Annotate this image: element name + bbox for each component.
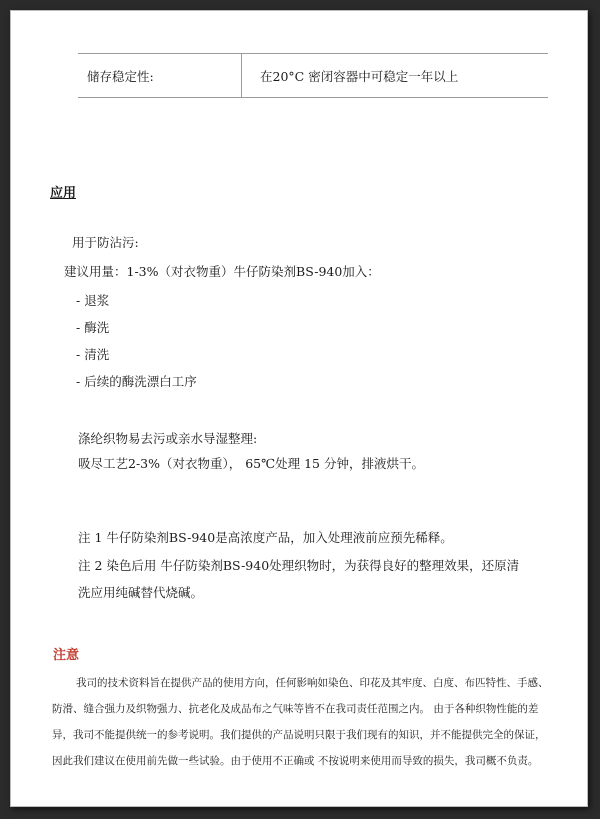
storage-stability-table [78, 53, 548, 98]
note-2-line-2: 洗应用纯碱替代烧碱。 [78, 585, 204, 600]
polyester-method: 吸尽工艺2-3%（对衣物重）， 65℃处理 15 分钟，排液烘干。 [78, 456, 424, 471]
disclaimer-line: 防滑、缝合强力及织物强力、抗老化及成品布之气味等皆不在我司责任范围之内。 由于各种织物性能的差 [52, 703, 539, 715]
dosage-text: 建议用量：1-3%（对衣物重）牛仔防染剂BS-940加入： [64, 264, 380, 279]
step-item: - 酶洗 [76, 320, 110, 335]
step-item: - 退浆 [76, 293, 110, 308]
step-item: - 后续的酶洗漂白工序 [76, 374, 197, 389]
table-divider [241, 54, 242, 97]
note-1: 注 1 牛仔防染剂BS-940是高浓度产品，加入处理液前应预先稀释。 [78, 530, 453, 545]
storage-label: 储存稳定性: [87, 69, 154, 84]
use-for-text: 用于防沾污: [72, 235, 139, 250]
notice-title: 注意 [53, 648, 80, 663]
polyester-title: 涤纶织物易去污或亲水导湿整理: [78, 431, 258, 446]
disclaimer-line: 异，我司不能提供统一的参考说明。我们提供的产品说明只限于我们现有的知识，并不能提供完全的保证， [52, 729, 546, 741]
step-item: - 清洗 [76, 347, 110, 362]
disclaimer-line: 我司的技术资料旨在提供产品的使用方向，任何影响如染色、印花及其牢度、白度、布匹特性、手感、 [76, 677, 549, 689]
note-2-line-1: 注 2 染色后用 牛仔防染剂BS-940处理织物时，为获得良好的整理效果，还原清 [78, 558, 520, 573]
disclaimer-line: 因此我们建议在使用前先做一些试验。由于使用不正确或 不按说明来使用而导致的损失，我司概不负责。 [52, 755, 539, 767]
document-page [10, 10, 588, 807]
storage-value: 在20°C 密闭容器中可稳定一年以上 [260, 69, 459, 84]
application-title: 应用 [50, 186, 77, 201]
